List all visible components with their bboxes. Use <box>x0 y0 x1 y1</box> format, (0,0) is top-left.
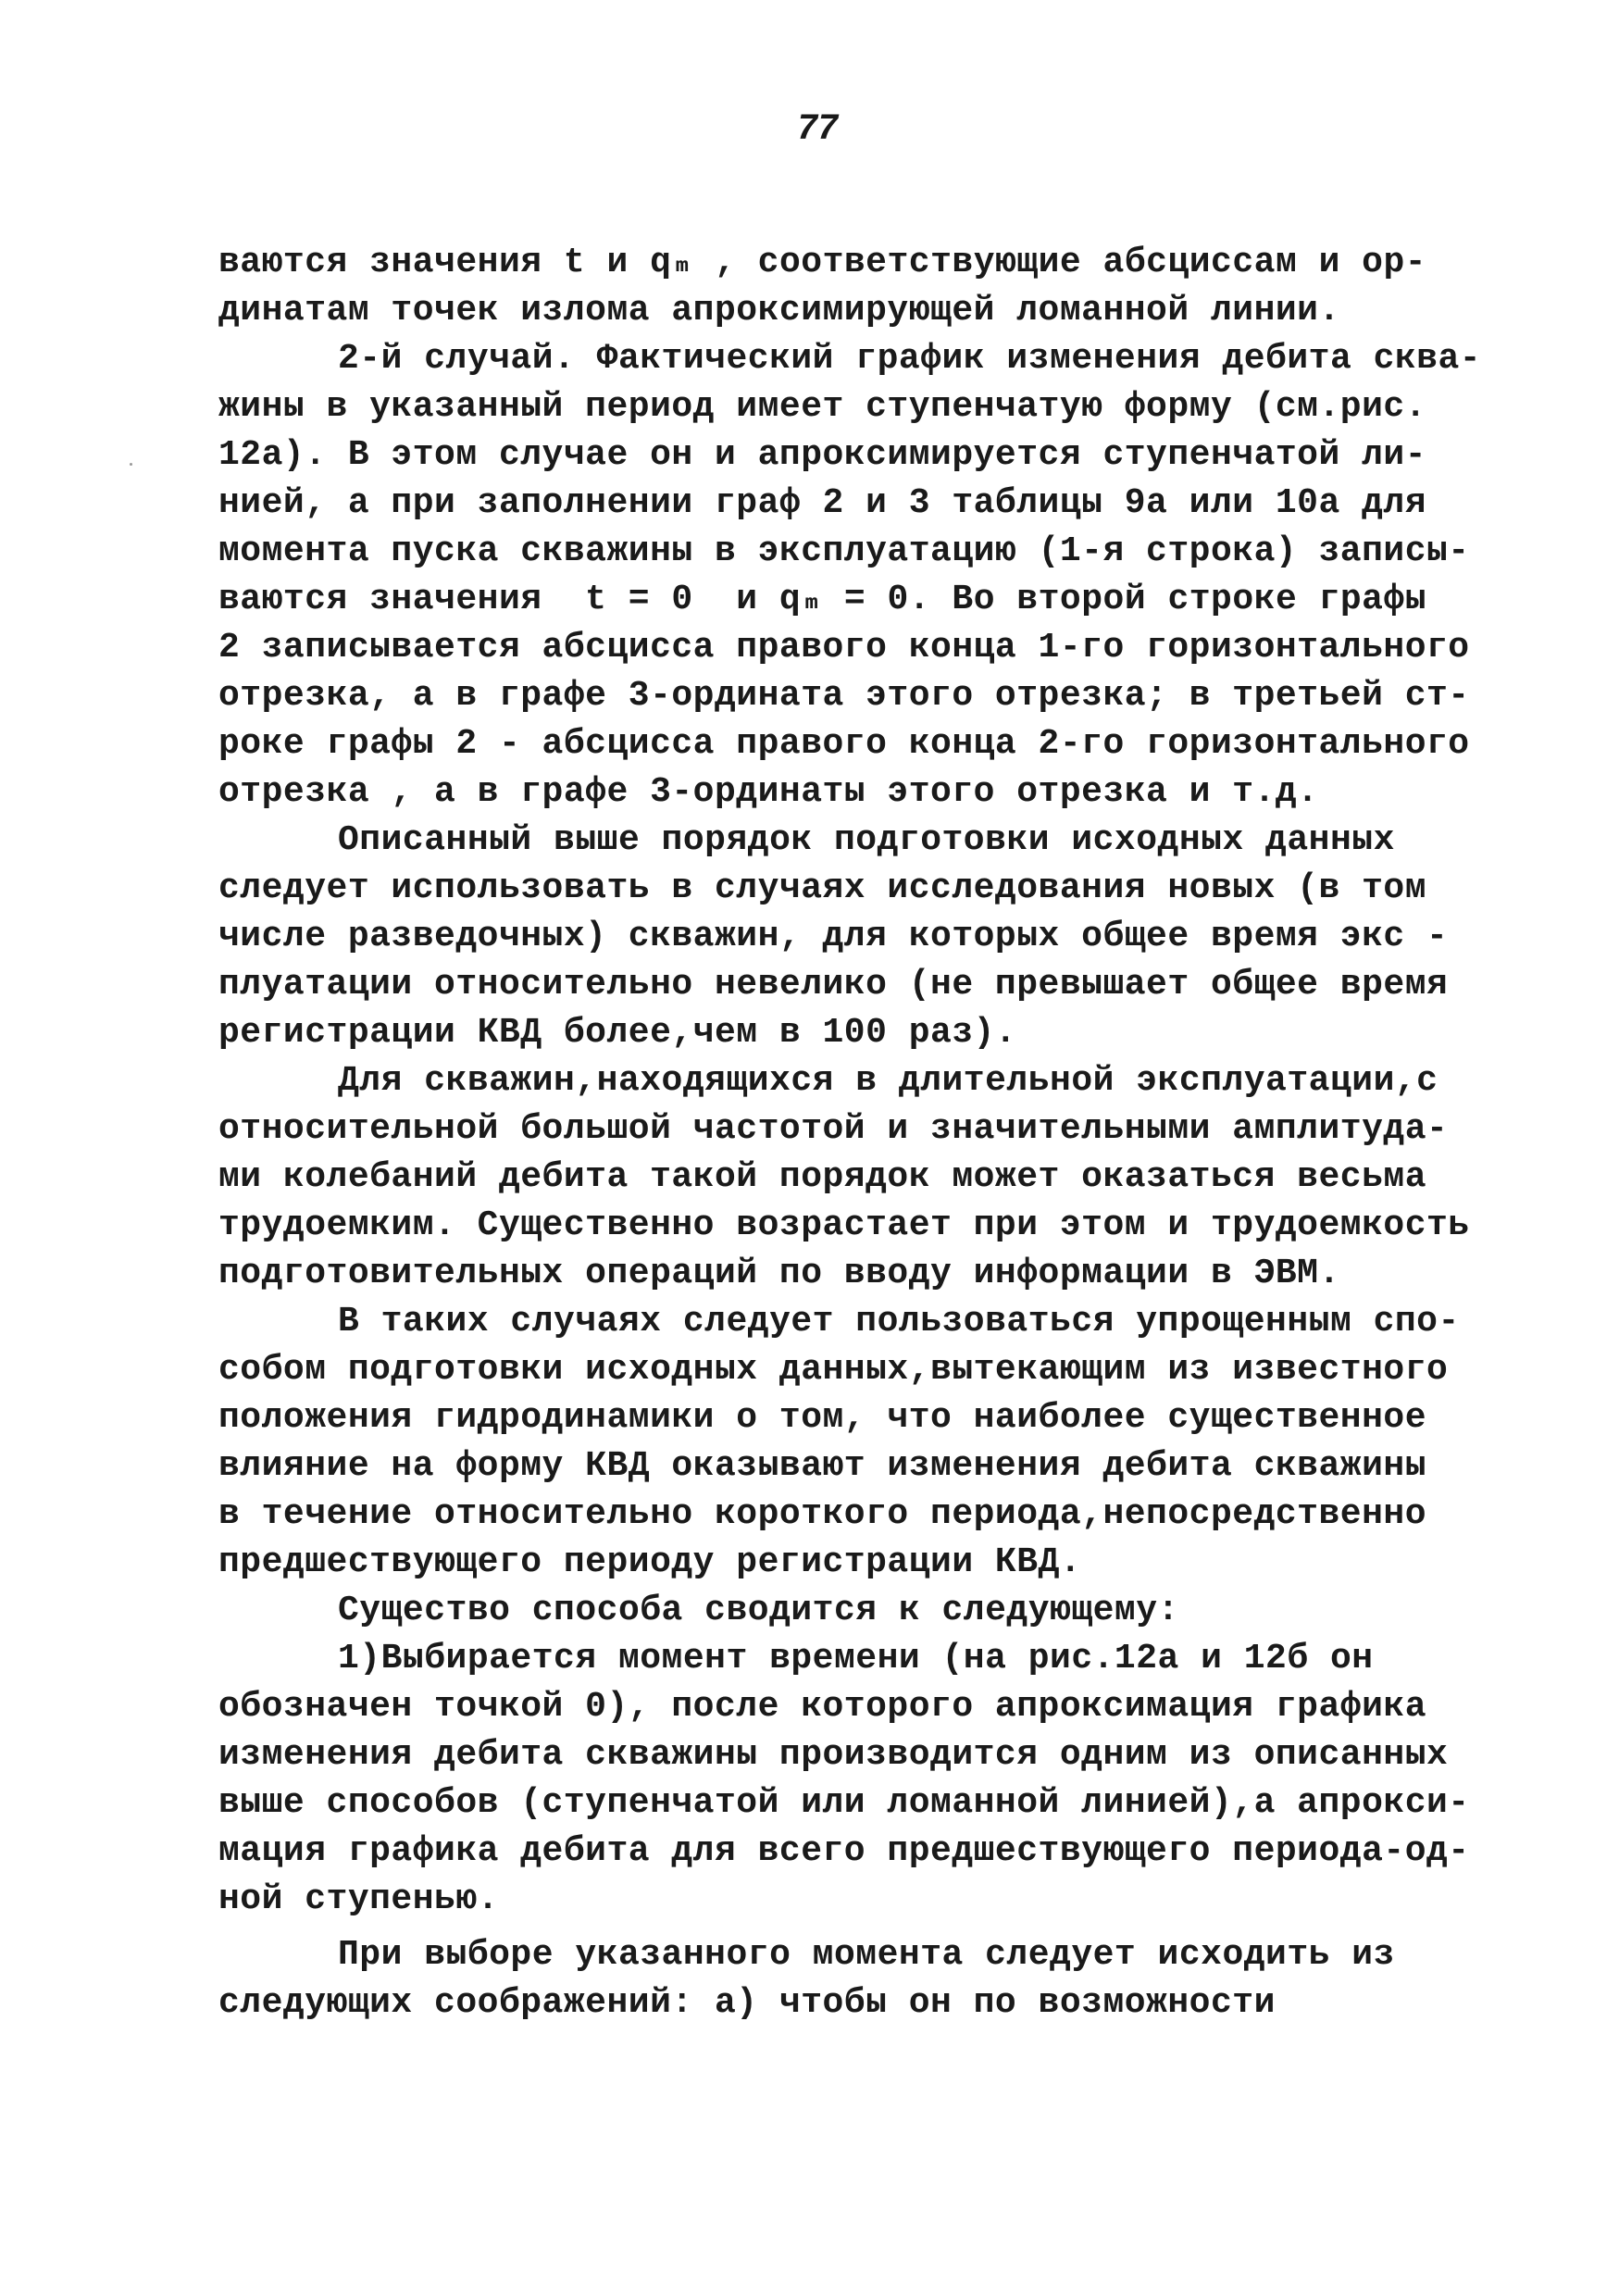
text-line: положения гидродинамики о том, что наиболее существенное <box>218 1398 1427 1438</box>
text-line: 2 записывается абсцисса правого конца 1-го горизонтального <box>218 628 1470 668</box>
text-line: 1)Выбирается момент времени (на рис.12а и 12б он <box>338 1639 1374 1678</box>
margin-mark <box>130 463 132 466</box>
text-line: плуатации относительно невелико (не превышает общее время <box>218 965 1449 1004</box>
text-line: обозначен точкой 0), после которого апроксимация графика <box>218 1687 1427 1727</box>
text-line: мация графика дебита для всего предшествующего периода-од- <box>218 1831 1470 1871</box>
page-number: 77 <box>796 109 838 151</box>
text-line: предшествующего периоду регистрации КВД. <box>218 1542 1082 1582</box>
text-line: динатам точек излома апроксимирующей ломанной линии. <box>218 291 1340 331</box>
text-line: ваются значения t и qₘ , соответствующие абсциссам и ор- <box>218 243 1427 282</box>
text-line: В таких случаях следует пользоваться упрощенным спо- <box>338 1302 1460 1341</box>
text-line: в течение относительно короткого периода,непосредственно <box>218 1494 1427 1534</box>
text-line: При выборе указанного момента следует исходить из <box>338 1935 1395 1975</box>
text-line: числе разведочных) скважин, для которых общее время экс - <box>218 917 1449 956</box>
text-line: нией, а при заполнении граф 2 и 3 таблицы 9а или 10а для <box>218 483 1427 523</box>
text-line: момента пуска скважины в эксплуатацию (1-я строка) записы- <box>218 531 1470 571</box>
text-line: ваются значения t = 0 и qₘ = 0. Во второй строке графы <box>218 580 1427 619</box>
text-line: 12а). В этом случае он и апроксимируется ступенчатой ли- <box>218 435 1427 475</box>
text-line: жины в указанный период имеет ступенчатую форму (см.рис. <box>218 387 1427 427</box>
text-line: Описанный выше порядок подготовки исходных данных <box>338 820 1395 860</box>
text-line: Существо способа сводится к следующему: <box>338 1591 1179 1630</box>
text-line: регистрации КВД более,чем в 100 раз). <box>218 1013 1017 1053</box>
text-line: 2-й случай. Фактический график изменения дебита сква- <box>338 339 1482 379</box>
text-line: трудоемким. Существенно возрастает при этом и трудоемкость <box>218 1205 1470 1245</box>
text-line: подготовительных операций по вводу информации в ЭВМ. <box>218 1254 1340 1293</box>
text-line: отрезка , а в графе 3-ординаты этого отрезка и т.д. <box>218 772 1319 812</box>
text-line: изменения дебита скважины производится одним из описанных <box>218 1735 1449 1775</box>
text-line: Для скважин,находящихся в длительной эксплуатации,с <box>338 1061 1438 1101</box>
text-line: выше способов (ступенчатой или ломанной линией),а апрокси- <box>218 1783 1470 1823</box>
text-line: следует использовать в случаях исследования новых (в том <box>218 868 1427 908</box>
text-line: ми колебаний дебита такой порядок может оказаться весьма <box>218 1157 1427 1197</box>
text-line: относительной большой частотой и значительными амплитуда- <box>218 1109 1449 1149</box>
text-line: влияние на форму КВД оказывают изменения дебита скважины <box>218 1446 1427 1486</box>
text-line: собом подготовки исходных данных,вытекающим из известного <box>218 1350 1449 1390</box>
text-line: ной ступенью. <box>218 1879 499 1919</box>
text-line: роке графы 2 - абсцисса правого конца 2-го горизонтального <box>218 724 1470 764</box>
text-line: отрезка, а в графе 3-ордината этого отрезка; в третьей ст- <box>218 676 1470 716</box>
text-line: следующих соображений: а) чтобы он по возможности <box>218 1983 1276 2023</box>
